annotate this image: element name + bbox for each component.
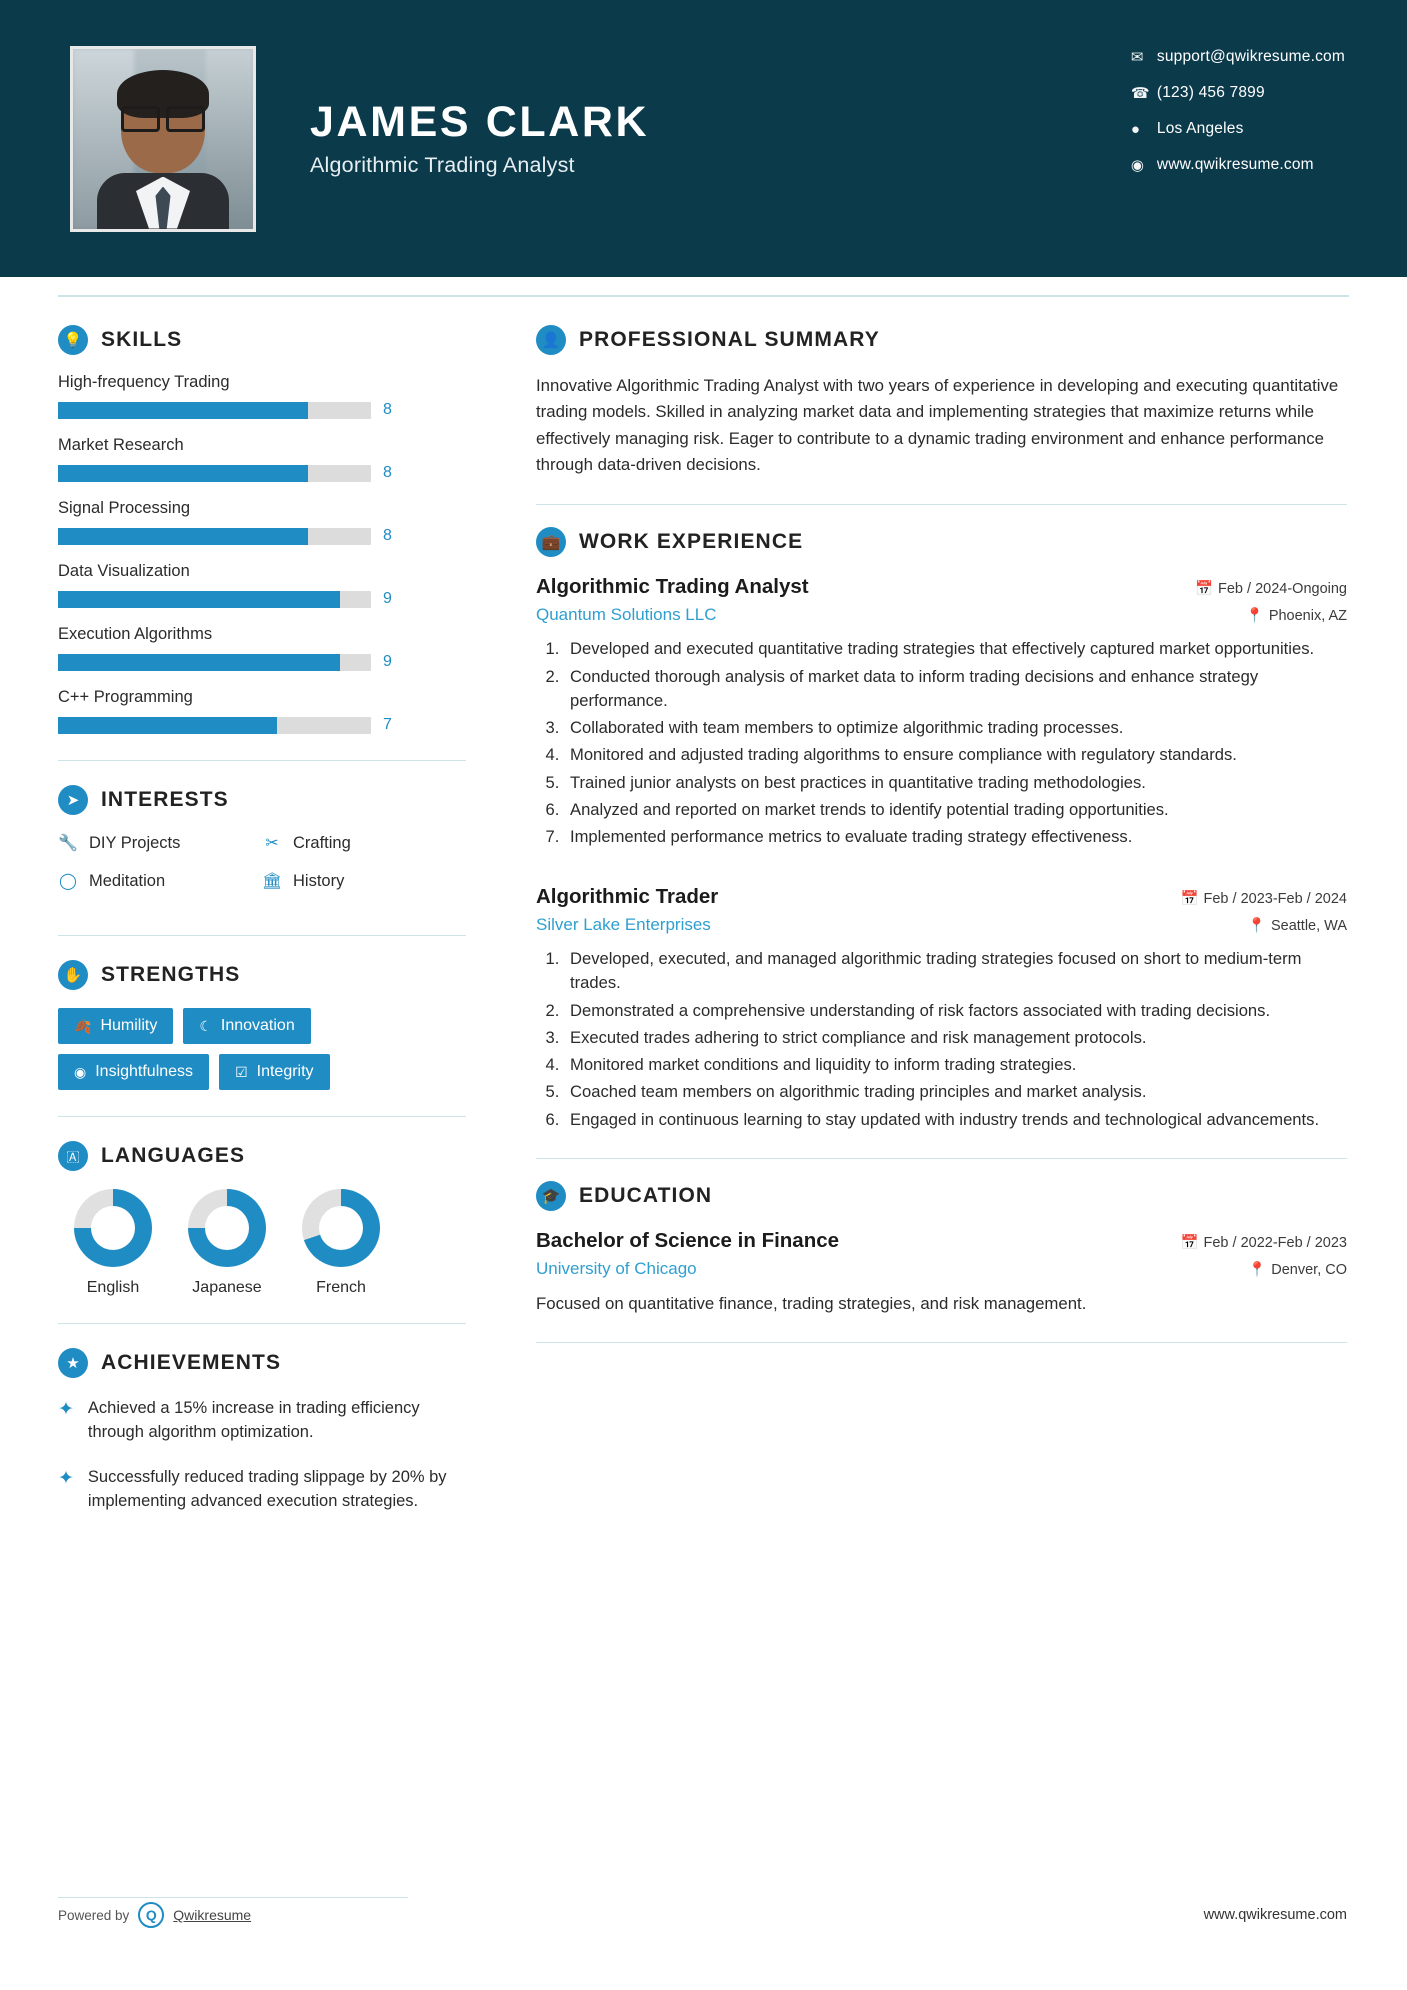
globe-icon: ◉: [1130, 157, 1144, 174]
language-donut: [74, 1189, 152, 1267]
language-label: French: [316, 1279, 366, 1296]
job-location-wrap: [1246, 607, 1347, 624]
star-badge-icon: ★: [58, 1348, 88, 1378]
location-pin-icon: 📍: [1248, 1261, 1267, 1278]
divider: [58, 1323, 466, 1324]
skill-value: 8: [383, 464, 392, 481]
resume-body: [0, 297, 1407, 1534]
language-donut: [302, 1189, 380, 1267]
duty-item: 4. Monitored and adjusted trading algorithms to ensure compliance with regulatory standards.: [564, 743, 1347, 767]
avatar: [70, 46, 256, 232]
job-title: Algorithmic Trading Analyst: [536, 575, 809, 599]
graduation-icon: 🎓: [536, 1181, 566, 1211]
bulb-icon: ☾: [199, 1017, 212, 1034]
strength-label: Integrity: [256, 1063, 314, 1080]
degree-title: Bachelor of Science in Finance: [536, 1228, 840, 1252]
section-achievements-header: [58, 1348, 466, 1378]
section-title: STRENGTHS: [101, 963, 241, 986]
divider: [536, 504, 1347, 505]
section-title: WORK EXPERIENCE: [579, 530, 804, 554]
circle-icon: ◯: [59, 873, 77, 890]
section-education-header: [536, 1181, 1347, 1211]
candidate-name: JAMES CLARK: [310, 97, 650, 146]
education-dates: Feb / 2022-Feb / 2023: [1203, 1234, 1347, 1251]
education-location: Denver, CO: [1271, 1261, 1347, 1278]
skill-bar: [58, 465, 371, 482]
bank-icon: 🏛: [262, 873, 283, 890]
interest-item: [262, 833, 466, 853]
job-dates: Feb / 2023-Feb / 2024: [1203, 891, 1347, 908]
strength-chip: [183, 1008, 310, 1044]
skill-value: 7: [383, 716, 392, 733]
strength-label: Insightfulness: [95, 1063, 194, 1080]
language-item: [74, 1189, 152, 1297]
section-strengths-header: [58, 960, 466, 990]
job-location: Phoenix, AZ: [1268, 608, 1347, 625]
footer-divider: [58, 1897, 408, 1898]
interest-item: [262, 871, 466, 891]
duty-item: 1. Developed, executed, and managed algorithmic trading strategies focused on short to medium-term trades.: [564, 947, 1347, 995]
education-description: Focused on quantitative finance, trading strategies, and risk management.: [536, 1293, 1087, 1313]
job-company: Quantum Solutions LLC: [536, 605, 717, 625]
job-location-wrap: [1248, 917, 1347, 934]
skill-bar: [58, 591, 371, 608]
duty-item: 3. Executed trades adhering to strict compliance and risk management protocols.: [564, 1026, 1347, 1050]
strength-chip: [58, 1054, 209, 1090]
skill-item: [58, 373, 466, 419]
contact-list: [1131, 48, 1345, 192]
contact-email-text: support@qwikresume.com: [1156, 48, 1345, 65]
skill-bar: [58, 402, 371, 419]
duty-item: 7. Implemented performance metrics to evaluate trading strategy effectiveness.: [564, 825, 1347, 849]
contact-email[interactable]: [1131, 48, 1345, 66]
skill-item: [58, 499, 466, 545]
strength-label: Humility: [100, 1017, 158, 1034]
section-title: LANGUAGES: [101, 1144, 246, 1167]
school-name: University of Chicago: [536, 1258, 697, 1278]
skill-bar: [58, 717, 371, 734]
achievement-text: Achieved a 15% increase in trading efficiency through algorithm optimization.: [87, 1399, 420, 1442]
strength-chip: [58, 1008, 173, 1044]
section-skills-header: [58, 325, 466, 355]
strength-chip: [219, 1054, 329, 1090]
calendar-icon: 📅: [1194, 581, 1214, 598]
candidate-role: Algorithmic Trading Analyst: [310, 153, 575, 178]
interest-label: History: [293, 871, 345, 890]
duty-item: 6. Engaged in continuous learning to stay updated with industry trends and technological advancements.: [564, 1108, 1347, 1132]
contact-location-text: Los Angeles: [1156, 120, 1244, 137]
duty-item: 5. Coached team members on algorithmic trading principles and market analysis.: [564, 1080, 1347, 1104]
section-title: SKILLS: [101, 328, 183, 351]
interest-label: Crafting: [293, 833, 351, 852]
achievement-text: Successfully reduced trading slippage by 20% by implementing advanced execution strategies.: [87, 1467, 447, 1511]
divider: [58, 760, 466, 761]
user-circle-icon: 👤: [536, 325, 566, 355]
skill-bar: [58, 528, 371, 545]
section-interests-header: [58, 785, 466, 815]
translate-icon: 🇦: [58, 1141, 88, 1171]
job-location: Seattle, WA: [1270, 918, 1347, 935]
strengths-list: [58, 1008, 466, 1090]
hand-icon: ✋: [58, 960, 88, 990]
skill-label: C++ Programming: [58, 688, 193, 706]
experience-item: [536, 885, 1347, 1132]
lightbulb-icon: 💡: [58, 325, 88, 355]
duty-item: 2. Conducted thorough analysis of market data to inform trading decisions and enhance strategy performance.: [564, 665, 1347, 713]
strength-label: Innovation: [220, 1017, 295, 1034]
language-label: English: [86, 1279, 140, 1296]
contact-phone-text: (123) 456 7899: [1156, 84, 1265, 101]
divider: [58, 1116, 466, 1117]
qwikresume-logo-icon: Q: [138, 1902, 164, 1928]
skill-label: Data Visualization: [58, 562, 190, 580]
section-languages-header: [58, 1141, 466, 1171]
experience-item: [536, 575, 1347, 849]
skill-value: 9: [383, 590, 392, 607]
language-item: [302, 1189, 380, 1297]
star-icon: ✦: [58, 1399, 74, 1420]
phone-icon: ☎: [1130, 85, 1150, 102]
skill-value: 9: [383, 653, 392, 670]
interest-label: DIY Projects: [89, 833, 181, 852]
powered-by: [58, 1902, 251, 1928]
contact-phone[interactable]: [1131, 84, 1345, 102]
achievement-item: [58, 1396, 466, 1445]
job-dates: Feb / 2024-Ongoing: [1218, 581, 1347, 598]
job-dates-wrap: [1195, 580, 1347, 597]
name-block: [310, 99, 649, 178]
duties-list: [564, 637, 1347, 849]
duties-list: [564, 947, 1347, 1132]
section-experience-header: [536, 527, 1347, 557]
sidebar: [58, 297, 498, 1534]
interest-item: [58, 833, 262, 853]
paper-plane-icon: ➤: [58, 785, 88, 815]
language-label: Japanese: [192, 1279, 262, 1296]
envelope-icon: ✉: [1130, 49, 1144, 66]
skill-value: 8: [383, 527, 392, 544]
interest-label: Meditation: [89, 871, 166, 890]
divider: [536, 1158, 1347, 1159]
languages-list: [58, 1189, 466, 1297]
section-title: ACHIEVEMENTS: [101, 1351, 282, 1374]
contact-website[interactable]: [1131, 156, 1345, 174]
leaf-icon: 🍂: [74, 1017, 92, 1034]
achievement-item: [58, 1465, 466, 1514]
check-square-icon: ☑: [235, 1063, 248, 1080]
skill-label: Market Research: [58, 436, 184, 454]
star-icon: ✦: [58, 1467, 74, 1489]
calendar-icon: 📅: [1180, 891, 1199, 908]
job-title: Algorithmic Trader: [536, 885, 719, 909]
skill-item: [58, 436, 466, 482]
wrench-icon: 🔧: [58, 835, 78, 852]
powered-by-label: Powered by: [58, 1907, 130, 1923]
duty-item: 4. Monitored market conditions and liquidity to inform trading strategies.: [564, 1053, 1347, 1077]
education-location-wrap: [1248, 1261, 1347, 1278]
footer-website[interactable]: www.qwikresume.com: [1203, 1907, 1347, 1923]
interest-item: [58, 871, 262, 891]
section-title: EDUCATION: [579, 1183, 713, 1207]
job-company: Silver Lake Enterprises: [536, 915, 711, 935]
duty-item: 3. Collaborated with team members to optimize algorithmic trading processes.: [564, 716, 1347, 740]
skill-item: [58, 562, 466, 608]
duty-item: 5. Trained junior analysts on best practices in quantitative trading methodologies.: [564, 771, 1347, 795]
duty-item: 2. Demonstrated a comprehensive understanding of risk factors associated with trading decisions.: [564, 999, 1347, 1023]
contact-website-text: www.qwikresume.com: [1156, 156, 1314, 173]
skill-bar: [58, 654, 371, 671]
summary-text: Innovative Algorithmic Trading Analyst with two years of experience in developing and executing quantitative trading models. Skilled in analyzing market data and implementing strategies that maximize returns while effectively managing risk. Eager to contribute to a dynamic trading environment and enhance performance through data-driven decisions.: [536, 376, 1339, 475]
location-pin-icon: 📍: [1245, 608, 1264, 625]
education-dates-wrap: [1180, 1234, 1347, 1251]
location-pin-icon: ●: [1130, 120, 1140, 138]
section-title: INTERESTS: [101, 788, 229, 811]
skill-label: Signal Processing: [58, 499, 191, 517]
eye-icon: ◉: [74, 1063, 87, 1080]
job-dates-wrap: [1180, 890, 1347, 907]
skill-item: [58, 625, 466, 671]
skill-value: 8: [383, 401, 392, 418]
divider: [58, 935, 466, 936]
language-donut: [188, 1189, 266, 1267]
language-item: [188, 1189, 266, 1297]
section-title: PROFESSIONAL SUMMARY: [579, 328, 880, 351]
brand-name[interactable]: Qwikresume: [173, 1907, 252, 1923]
scissors-icon: ✂: [265, 835, 279, 852]
education-item: [536, 1229, 1347, 1316]
contact-location: [1131, 120, 1345, 138]
interests-list: [58, 833, 466, 909]
page-footer: [58, 1902, 1347, 1928]
calendar-icon: 📅: [1180, 1234, 1199, 1251]
briefcase-icon: 💼: [536, 527, 566, 557]
divider: [536, 1342, 1347, 1343]
skill-label: High-frequency Trading: [58, 373, 230, 391]
location-pin-icon: 📍: [1247, 918, 1266, 935]
duty-item: 6. Analyzed and reported on market trends to identify potential trading opportunities.: [564, 798, 1347, 822]
duty-item: 1. Developed and executed quantitative trading strategies that effectively captured market opportunities.: [564, 637, 1347, 661]
skill-item: [58, 688, 466, 734]
skill-label: Execution Algorithms: [58, 625, 213, 643]
section-summary-header: [536, 325, 1347, 355]
main-column: [498, 297, 1347, 1534]
resume-header: [0, 0, 1407, 277]
